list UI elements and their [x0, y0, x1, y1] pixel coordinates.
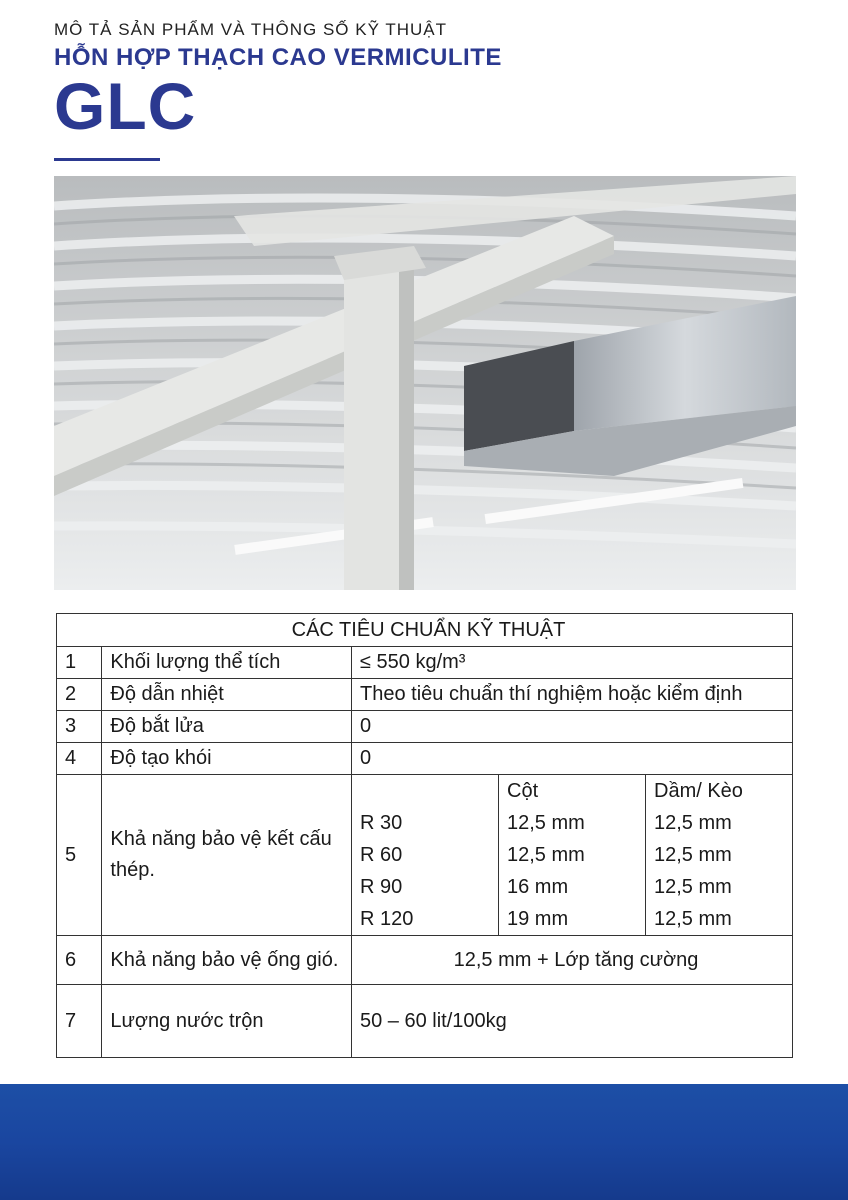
spec-table — [56, 613, 793, 1058]
row-name: Khả năng bảo vệ kết cấu thép. — [102, 775, 352, 936]
column-value: 12,5 mm — [507, 812, 585, 834]
footer-band — [0, 1084, 848, 1200]
row-number: 1 — [57, 647, 102, 679]
steel-protection-cell — [352, 775, 793, 936]
beam-value: 12,5 mm — [654, 844, 732, 866]
rating-label: R 60 — [360, 844, 403, 866]
beam-value: 12,5 mm — [654, 876, 732, 898]
row-value: 0 — [352, 743, 793, 775]
row-name: Khả năng bảo vệ ống gió. — [102, 936, 352, 985]
row-value: ≤ 550 kg/m³ — [352, 647, 793, 679]
spec-table-heading: CÁC TIÊU CHUẨN KỸ THUẬT — [57, 614, 793, 647]
row-name: Lượng nước trộn — [102, 985, 352, 1058]
table-row — [57, 679, 793, 711]
column-header: Cột — [507, 780, 539, 802]
row-number: 3 — [57, 711, 102, 743]
steel-protection-grid — [352, 775, 792, 935]
row-value: 0 — [352, 711, 793, 743]
table-row — [57, 743, 793, 775]
table-row — [57, 647, 793, 679]
table-row — [57, 985, 793, 1058]
table-row — [57, 775, 793, 936]
column-value: 12,5 mm — [507, 844, 585, 866]
beam-value: 12,5 mm — [654, 812, 732, 834]
beam-value: 12,5 mm — [654, 908, 732, 930]
header — [54, 20, 814, 141]
row-name: Độ dẫn nhiệt — [102, 679, 352, 711]
ratings-column — [352, 775, 498, 935]
product-title: HỖN HỢP THẠCH CAO VERMICULITE — [54, 44, 502, 71]
table-row — [57, 936, 793, 985]
beam-values — [645, 775, 792, 935]
column-values — [498, 775, 645, 935]
row-number: 6 — [57, 936, 102, 985]
beam-header: Dầm/ Kèo — [654, 780, 743, 802]
row-number: 4 — [57, 743, 102, 775]
column-value: 16 mm — [507, 876, 569, 898]
row-value: 50 – 60 lit/100kg — [352, 985, 793, 1058]
title-underline — [54, 158, 160, 161]
row-number: 2 — [57, 679, 102, 711]
rating-label: R 30 — [360, 812, 403, 834]
row-name: Độ bắt lửa — [102, 711, 352, 743]
row-number: 5 — [57, 775, 102, 936]
product-code: GLC — [54, 69, 197, 143]
row-value: Theo tiêu chuẩn thí nghiệm hoặc kiểm định — [352, 679, 793, 711]
rating-label: R 90 — [360, 876, 403, 898]
document-subtitle: MÔ TẢ SẢN PHẨM VÀ THÔNG SỐ KỸ THUẬT — [54, 20, 448, 39]
column-value: 19 mm — [507, 908, 569, 930]
ratings-header-blank — [360, 775, 498, 807]
row-name: Độ tạo khói — [102, 743, 352, 775]
product-photo — [54, 176, 796, 590]
row-number: 7 — [57, 985, 102, 1058]
rating-label: R 120 — [360, 908, 414, 930]
row-value: 12,5 mm + Lớp tăng cường — [352, 936, 793, 985]
row-name: Khối lượng thể tích — [102, 647, 352, 679]
table-row — [57, 711, 793, 743]
